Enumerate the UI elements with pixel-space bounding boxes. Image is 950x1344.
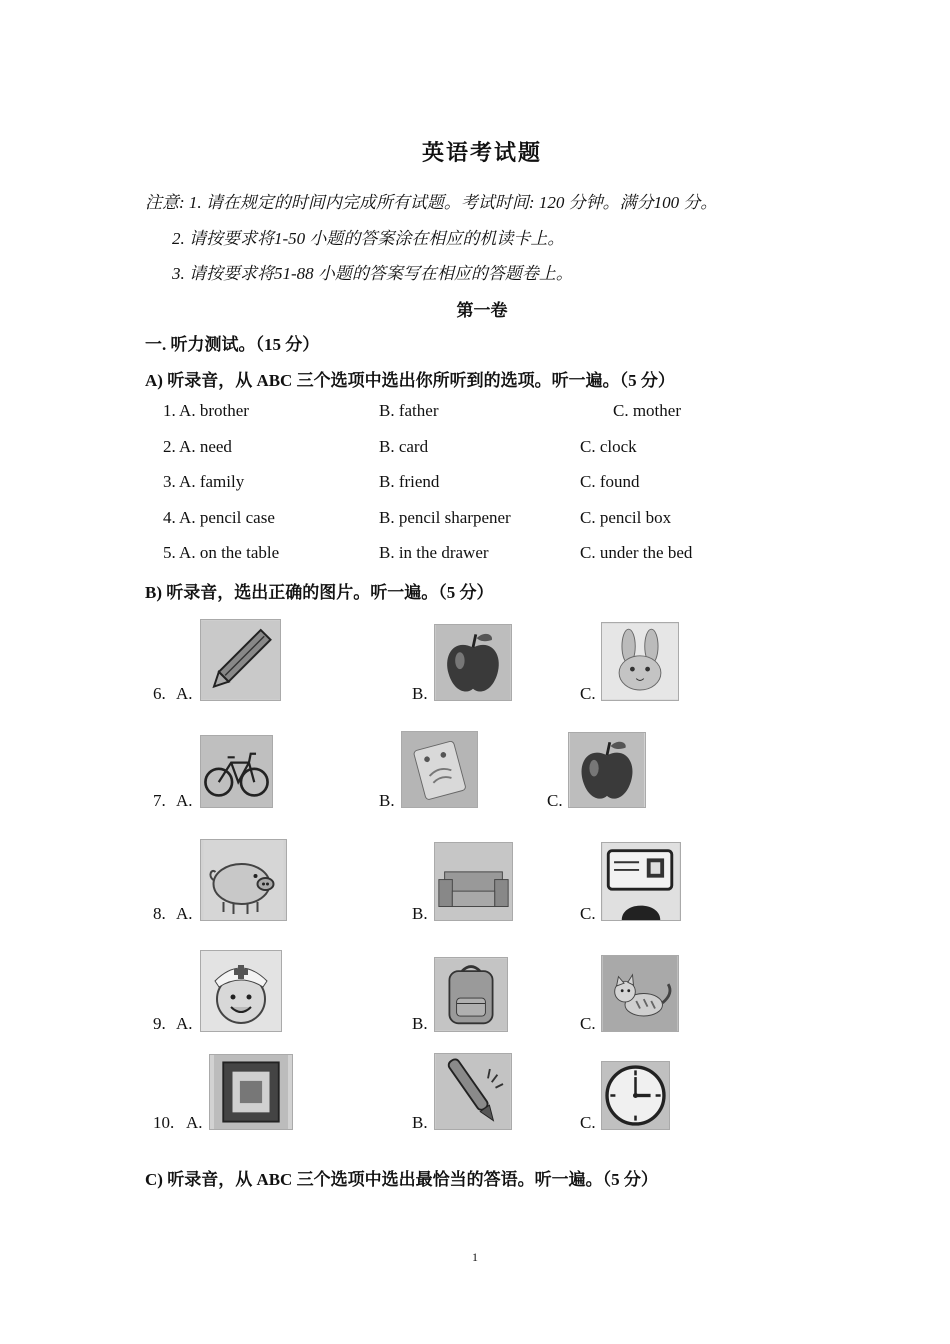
note-line-1: 注意: 1. 请在规定的时间内完成所有试题。考试时间: 120 分钟。满分100 分。 <box>145 193 718 212</box>
q9-label-b: B. <box>412 1014 428 1033</box>
q8-label-a: A. <box>176 904 193 923</box>
q2-option-a: 2. A. need <box>163 437 232 456</box>
pig-image <box>200 839 287 921</box>
part-c-heading: C) 听录音，从 ABC 三个选项中选出最恰当的答语。听一遍。（5 分） <box>145 1170 658 1189</box>
q10-number: 10. <box>153 1113 175 1132</box>
page-title: 英语考试题 <box>421 140 542 165</box>
apple-image <box>568 732 646 808</box>
q10-label-a: A. <box>186 1113 203 1132</box>
pen-image <box>434 1053 512 1130</box>
q1-option-b: B. father <box>379 401 439 420</box>
q4-option-c: C. pencil box <box>580 508 672 527</box>
q1-option-c: C. mother <box>613 401 681 420</box>
q4-option-a: 4. A. pencil case <box>163 508 275 527</box>
q5-option-c: C. under the bed <box>580 543 693 562</box>
apple-image <box>434 624 512 701</box>
clock-image <box>601 1061 670 1130</box>
q8-label-b: B. <box>412 904 428 923</box>
picture-frame-image <box>209 1054 293 1130</box>
notebook-image <box>401 731 478 808</box>
q5-option-b: B. in the drawer <box>379 543 489 562</box>
q10-label-c: C. <box>580 1113 596 1132</box>
q3-option-a: 3. A. family <box>163 472 245 491</box>
q3-option-c: C. found <box>580 472 640 491</box>
q6-number: 6. <box>153 684 166 703</box>
q1-option-a: 1. A. brother <box>163 401 249 420</box>
q9-number: 9. <box>153 1014 166 1033</box>
page-number: 1 <box>472 1250 478 1264</box>
section-heading: 一. 听力测试。（15 分） <box>145 335 320 354</box>
part-b-heading: B) 听录音，选出正确的图片。听一遍。（5 分） <box>145 583 494 602</box>
q2-option-b: B. card <box>379 437 429 456</box>
rabbit-image <box>601 622 679 701</box>
part-a-heading: A) 听录音，从 ABC 三个选项中选出你所听到的选项。听一遍。（5 分） <box>145 371 675 390</box>
q2-option-c: C. clock <box>580 437 637 456</box>
q3-option-b: B. friend <box>379 472 440 491</box>
cat-image <box>601 955 679 1032</box>
note-line-2: 2. 请按要求将1-50 小题的答案涂在相应的机读卡上。 <box>172 229 565 248</box>
q7-label-c: C. <box>547 791 563 810</box>
nurse-image <box>200 950 282 1032</box>
q8-label-c: C. <box>580 904 596 923</box>
q5-option-a: 5. A. on the table <box>163 543 280 562</box>
q7-label-b: B. <box>379 791 395 810</box>
backpack-image <box>434 957 508 1032</box>
bicycle-image <box>200 735 273 808</box>
pencil-image <box>200 619 281 701</box>
volume-heading: 第一卷 <box>456 301 508 320</box>
q6-label-c: C. <box>580 684 596 703</box>
q9-label-c: C. <box>580 1014 596 1033</box>
q9-label-a: A. <box>176 1014 193 1033</box>
computer-image <box>601 842 681 921</box>
q4-option-b: B. pencil sharpener <box>379 508 511 527</box>
q7-label-a: A. <box>176 791 193 810</box>
note-line-3: 3. 请按要求将51-88 小题的答案写在相应的答题卷上。 <box>172 264 573 283</box>
sofa-image <box>434 842 513 921</box>
q8-number: 8. <box>153 904 166 923</box>
q7-number: 7. <box>153 791 166 810</box>
q6-label-a: A. <box>176 684 193 703</box>
q6-label-b: B. <box>412 684 428 703</box>
q10-label-b: B. <box>412 1113 428 1132</box>
